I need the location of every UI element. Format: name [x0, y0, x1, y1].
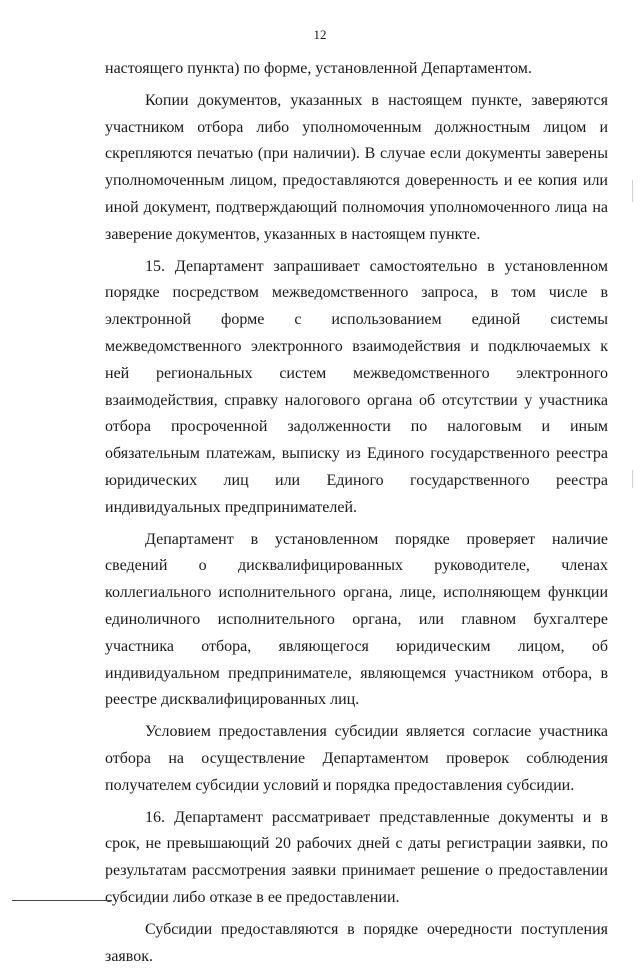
footer-rule: [12, 900, 112, 901]
paragraph-document-copies: Копии документов, указанных в настоящем пункте, заверяются участником отбора либо уполномоченным должностным лицом и скрепляются печатью (при наличии). В случае если документы заверены уполномоченным лицом, предоставляются доверенность и ее копия или иной документ, подтверждающий полномочия уполномоченного лица на заверение документов, указанных в настоящем пункте.: [105, 91, 608, 243]
paragraph-subsidy-condition: Условием предоставления субсидии является согласие участника отбора на осуществление Департаментом проверок соблюдения получателем субсидии условий и порядка предоставления субсидии.: [105, 723, 608, 794]
page-number: 12: [313, 27, 327, 42]
paragraph-item-16: 16. Департамент рассматривает представленные документы и в срок, не превышающий 20 рабочих дней с даты регистрации заявки, по результатам рассмотрения заявки принимает решение о предоставлении субсидии либо отказе в ее предоставлении.: [105, 808, 608, 906]
scan-edge-mark: [632, 180, 633, 202]
paragraph-subsidy-order: Субсидии предоставляются в порядке очередности поступления заявок.: [105, 920, 608, 965]
scan-edge-mark: [632, 470, 633, 488]
paragraph-disqualification-check: Департамент в установленном порядке проверяет наличие сведений о дисквалифицированных руководителе, членах коллегиального исполнительного органа, лице, исполняющем функции единоличного исполнительного органа, или главном бухгалтере участника отбора, являющегося юридическим лицом, об индивидуальном предпринимателе, являющемся участником отбора, в реестре дисквалифицированных лиц.: [105, 530, 608, 709]
paragraph-item-15: 15. Департамент запрашивает самостоятельно в установленном порядке посредством межведомственного запроса, в том числе в электронной форме с использованием единой системы межведомственного электронного взаимодействия и подключаемых к ней региональных систем межведомственного электронного взаимодействия, справку налогового органа об отсутствии у участника отбора просроченной задолженности по налоговым и иным обязательным платежам, выписку из Единого государственного реестра юридических лиц или Единого государственного реестра индивидуальных предпринимателей.: [105, 257, 608, 516]
document-body: [105, 56, 608, 975]
paragraph-continuation: настоящего пункта) по форме, установленной Департаментом.: [105, 60, 532, 77]
